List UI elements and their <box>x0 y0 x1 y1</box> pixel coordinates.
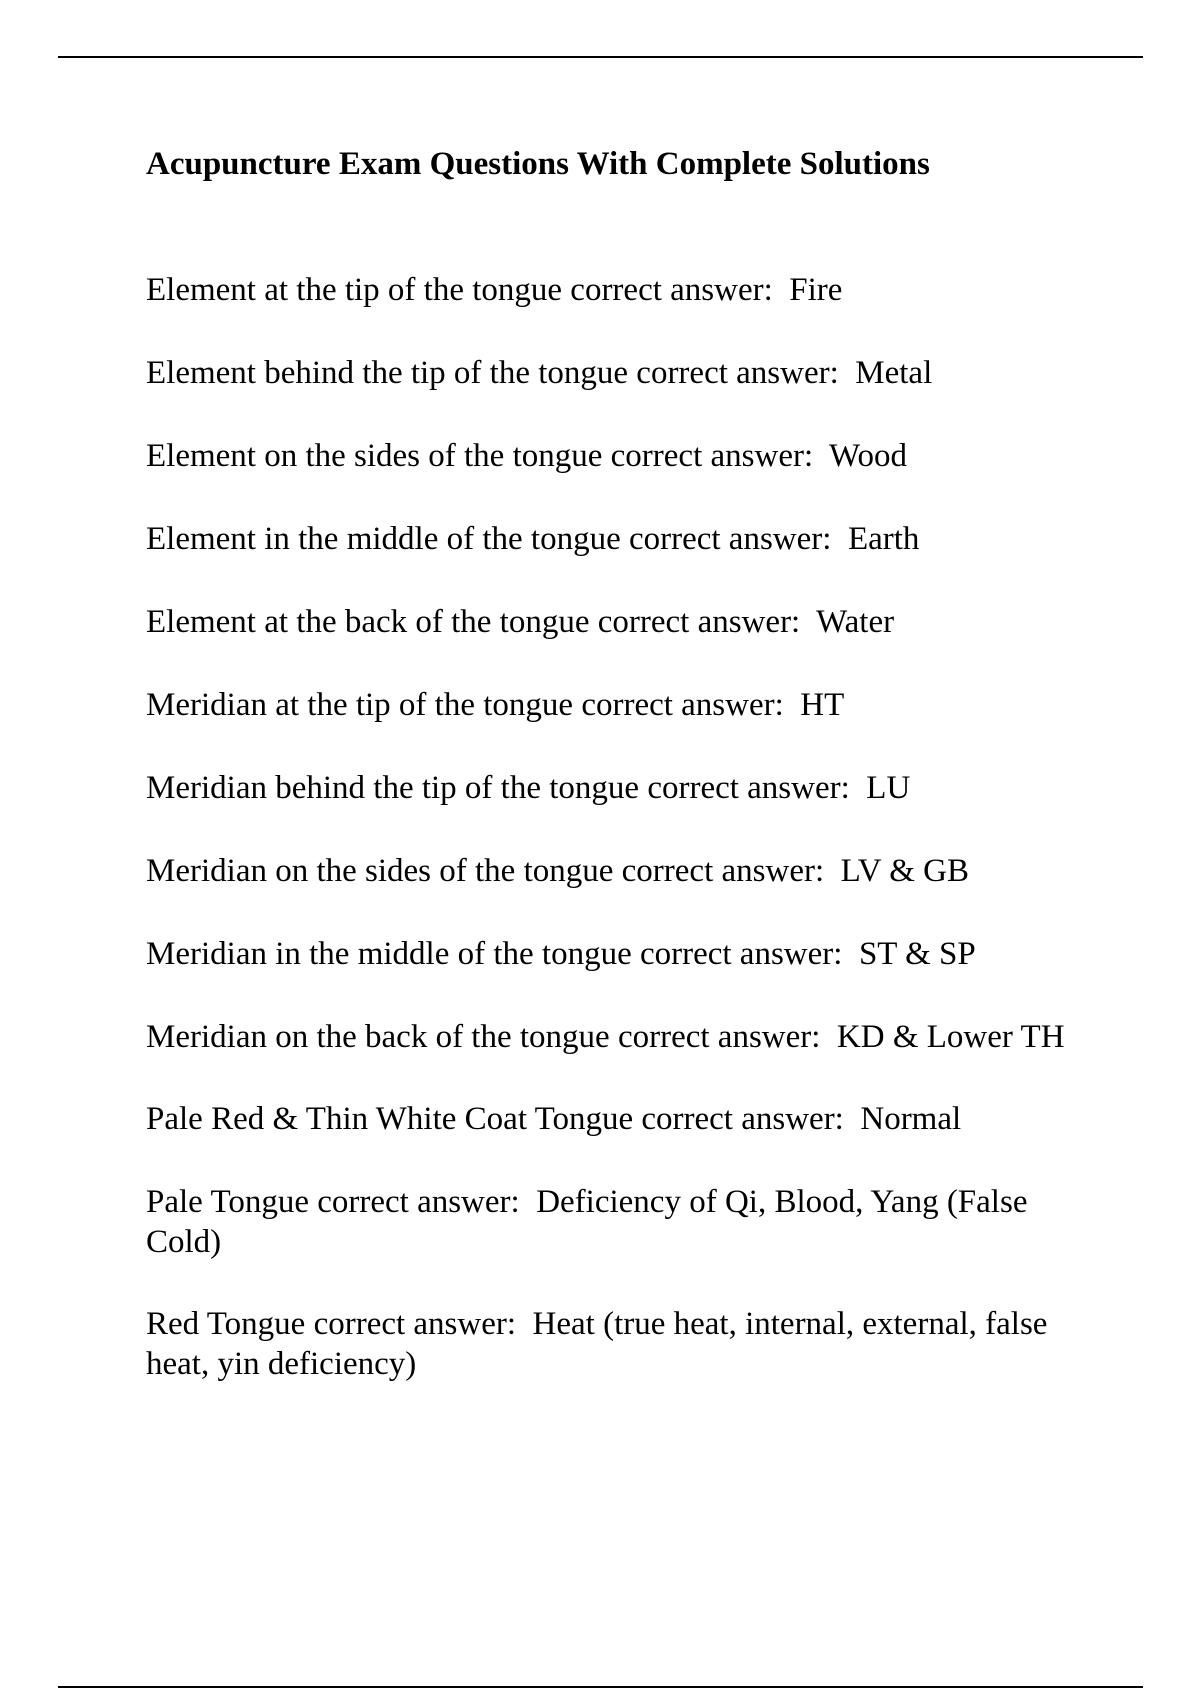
qa-item <box>146 353 1086 393</box>
question-text: Element in the middle of the tongue <box>146 521 621 557</box>
qa-item <box>146 602 1086 642</box>
answer-text: LU <box>866 770 911 806</box>
answer-text: KD & Lower TH <box>836 1019 1065 1055</box>
qa-item <box>146 1304 1086 1384</box>
question-text: Pale Tongue <box>146 1184 309 1220</box>
question-text: Element on the sides of the tongue <box>146 438 603 474</box>
answer-label: correct answer: <box>631 936 859 972</box>
question-text: Element at the tip of the tongue <box>146 272 563 308</box>
question-text: Meridian on the back of the tongue <box>146 1019 610 1055</box>
answer-text: Water <box>816 604 895 640</box>
qa-item <box>146 1182 1086 1262</box>
document-title: Acupuncture Exam Questions With Complete Solutions <box>146 146 930 182</box>
answer-text: Heat (true heat, internal, external, false heat, yin deficiency) <box>146 1306 1056 1382</box>
answer-label: correct answer: <box>609 1019 837 1055</box>
qa-item <box>146 519 1086 559</box>
answer-label: correct answer: <box>613 853 841 889</box>
qa-item <box>146 270 1086 310</box>
question-text: Element behind the tip of the tongue <box>146 355 629 391</box>
question-text: Red Tongue <box>146 1306 306 1342</box>
answer-text: Wood <box>829 438 908 474</box>
answer-label: correct answer: <box>573 687 801 723</box>
top-rule <box>58 56 1143 58</box>
answer-text: Metal <box>855 355 933 391</box>
answer-label: correct answer: <box>602 438 830 474</box>
question-text: Pale Red & Thin White Coat Tongue <box>146 1101 634 1137</box>
answer-label: correct answer: <box>620 521 848 557</box>
answer-text: Fire <box>789 272 843 308</box>
qa-item <box>146 685 1086 725</box>
question-text: Meridian behind the tip of the tongue <box>146 770 640 806</box>
question-text: Element at the back of the tongue <box>146 604 590 640</box>
question-text: Meridian in the middle of the tongue <box>146 936 632 972</box>
answer-text: Earth <box>847 521 920 557</box>
qa-item <box>146 934 1086 974</box>
answer-label: correct answer: <box>589 604 817 640</box>
question-text: Meridian on the sides of the tongue <box>146 853 614 889</box>
answer-text: HT <box>800 687 845 723</box>
qa-item <box>146 768 1086 808</box>
answer-label: correct answer: <box>633 1101 861 1137</box>
qa-item <box>146 436 1086 476</box>
qa-item <box>146 1099 1086 1139</box>
bottom-rule <box>58 1686 1143 1688</box>
qa-item <box>146 1017 1086 1057</box>
question-text: Meridian at the tip of the tongue <box>146 687 574 723</box>
answer-text: LV & GB <box>840 853 969 889</box>
qa-list <box>146 270 1086 1426</box>
answer-label: correct answer: <box>308 1184 537 1220</box>
answer-label: correct answer: <box>562 272 790 308</box>
answer-label: correct answer: <box>639 770 867 806</box>
answer-label: correct answer: <box>628 355 856 391</box>
qa-item <box>146 851 1086 891</box>
answer-text: ST & SP <box>858 936 976 972</box>
answer-label: correct answer: <box>305 1306 533 1342</box>
answer-text: Deficiency of Qi, Blood, Yang (False Cold) <box>146 1184 1036 1260</box>
answer-text: Normal <box>860 1101 962 1137</box>
